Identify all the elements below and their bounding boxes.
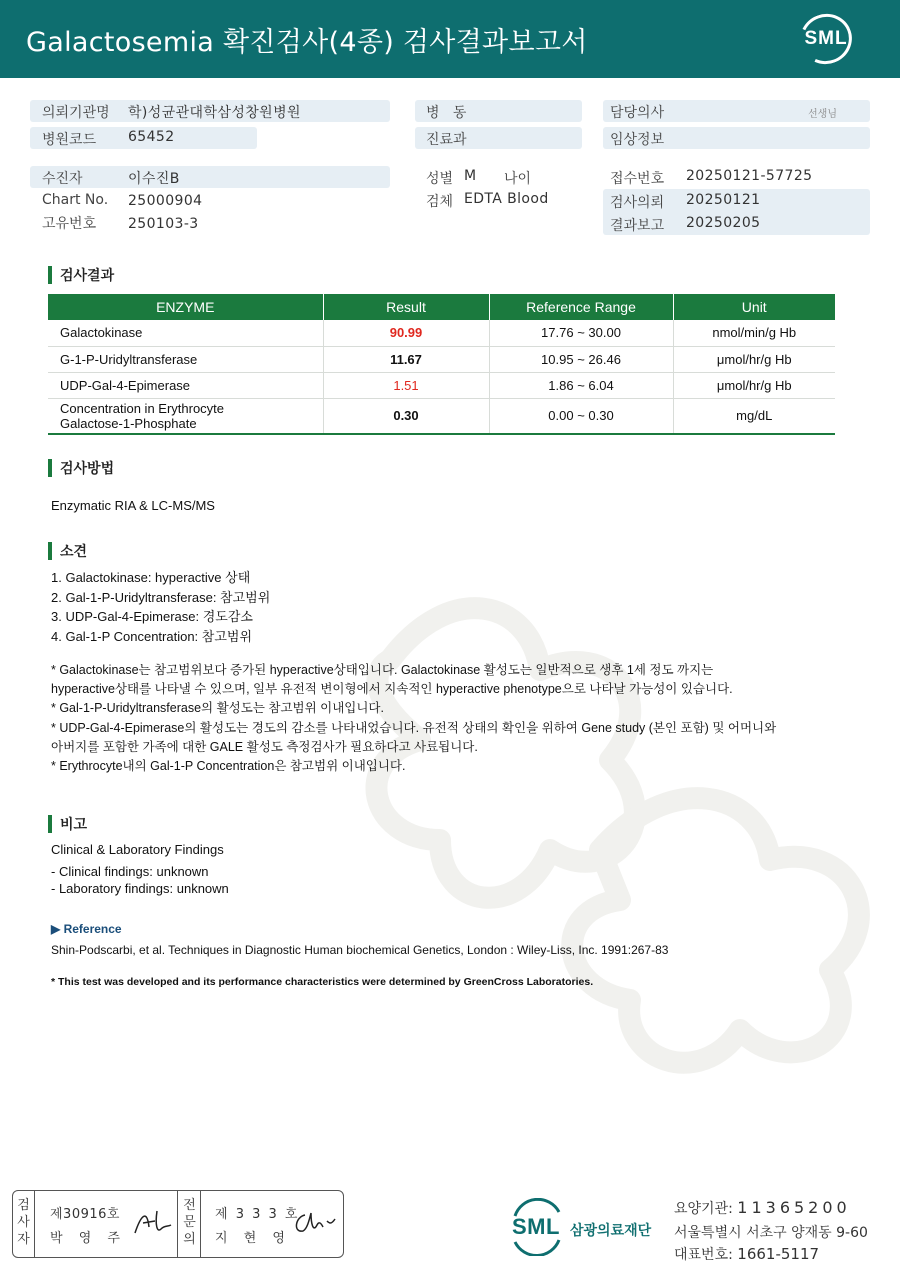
specialist-signature-icon <box>291 1207 337 1239</box>
reference-text: Shin-Podscarbi, et al. Techniques in Diagnostic Human biochemical Genetics, London : Wiley-Liss, Inc. 1991:267-83 <box>51 943 669 957</box>
notes-section-title: 비고 <box>48 815 87 833</box>
table-row <box>48 372 835 398</box>
remark-line: * UDP-Gal-4-Epimerase의 활성도는 경도의 감소를 나타내었습니다. 유전적 상태의 확인을 위하여 Gene study (본인 포함) 및 어머니와 <box>51 720 777 735</box>
specialist-license: 제 3 3 3 호 <box>215 1207 300 1222</box>
enzyme-line1: Concentration in Erythrocyte <box>60 400 225 416</box>
institution-label: 의뢰기관명 <box>42 105 110 121</box>
agency-label: 요양기관: <box>674 1201 733 1217</box>
vertical-char: 전 <box>183 1198 196 1213</box>
receipt-value: 20250121-57725 <box>686 168 813 184</box>
phone-label: 대표번호: <box>674 1247 733 1263</box>
vertical-char: 의 <box>183 1232 196 1247</box>
table-row <box>48 320 835 346</box>
method-text: Enzymatic RIA & LC-MS/MS <box>51 498 215 513</box>
remark-line: * Gal-1-P-Uridyltransferase의 활성도는 참고범위 이내입니다. <box>51 701 384 716</box>
findings-section-title: 소견 <box>48 542 87 560</box>
findings-remarks <box>51 661 851 776</box>
reference-label: ▶ Reference <box>51 922 122 936</box>
report-label: 결과보고 <box>610 218 665 234</box>
receipt-label: 접수번호 <box>610 171 665 187</box>
doctor-label: 담당의사 <box>610 105 665 121</box>
ward-label: 병 동 <box>426 105 467 121</box>
tester-name: 박 영 주 <box>50 1231 126 1246</box>
unique-value: 250103-3 <box>128 216 199 232</box>
sex-label: 성별 <box>426 171 454 187</box>
patient-label: 수진자 <box>42 171 83 187</box>
enzyme-cell: Galactokinase <box>48 320 323 346</box>
chart-label: Chart No. <box>42 192 109 208</box>
remark-line: * Erythrocyte내의 Gal-1-P Concentration은 참고범위 이내입니다. <box>51 759 406 774</box>
enzyme-line2: Galactose-1-Phosphate <box>60 415 197 431</box>
remark-line: hyperactive상태를 나타낼 수 있으며, 일부 유전적 변이형에서 지속적인 hyperactive phenotype으로 나타날 가능성이 있습니다. <box>51 682 733 697</box>
hospital-code-label: 병원코드 <box>42 132 97 148</box>
hospital-code-value: 65452 <box>128 129 175 145</box>
unit-cell: μmol/hr/g Hb <box>673 372 835 398</box>
clinical-info-label: 임상정보 <box>610 132 665 148</box>
specialist-name: 지 현 영 <box>215 1231 291 1246</box>
vertical-char: 문 <box>183 1215 196 1230</box>
notes-line: - Clinical findings: unknown <box>51 864 209 879</box>
list-item: 1. Galactokinase: hyperactive 상태 <box>51 570 251 585</box>
report-title: Galactosemia 확진검사(4종) 검사결과보고서 <box>26 27 588 58</box>
phone-number: 1661-5117 <box>737 1245 820 1263</box>
list-item: 4. Gal-1-P Concentration: 참고범위 <box>51 628 253 644</box>
enzyme-cell: UDP-Gal-4-Epimerase <box>48 372 323 398</box>
signature-block <box>12 1190 344 1258</box>
unique-label: 고유번호 <box>42 216 97 232</box>
unit-cell: nmol/min/g Hb <box>673 320 835 346</box>
range-cell: 1.86 ~ 6.04 <box>489 372 673 398</box>
chart-value: 25000904 <box>128 193 203 209</box>
watermark-logo <box>330 520 900 1080</box>
result-cell: 0.30 <box>323 398 489 434</box>
footer-phone <box>674 1244 819 1264</box>
table-row <box>48 346 835 372</box>
signature-divider <box>177 1191 178 1257</box>
specialist-vertical-label <box>179 1191 201 1257</box>
footer-logo-text: SML <box>512 1214 560 1239</box>
footer-address: 서울특별시 서초구 양재동 9-60 <box>674 1225 868 1241</box>
department-label: 진료과 <box>426 132 467 148</box>
enzyme-cell <box>48 398 323 434</box>
disclaimer-text: * This test was developed and its performance characteristics were determined by GreenCross Laboratories. <box>51 976 594 988</box>
tester-vertical-label <box>13 1191 35 1257</box>
patient-box <box>30 166 390 188</box>
col-result: Result <box>323 294 489 320</box>
request-label: 검사의뢰 <box>610 195 665 211</box>
table-row <box>48 398 835 434</box>
vertical-char: 사 <box>17 1215 30 1230</box>
tester-signature-icon <box>131 1205 175 1239</box>
range-cell: 10.95 ~ 26.46 <box>489 346 673 372</box>
method-section-title: 검사방법 <box>48 459 114 477</box>
list-item: 2. Gal-1-P-Uridyltransferase: 참고범위 <box>51 589 271 605</box>
notes-line: - Laboratory findings: unknown <box>51 881 229 896</box>
report-value: 20250205 <box>686 215 761 231</box>
col-unit: Unit <box>673 294 835 320</box>
unit-cell: μmol/hr/g Hb <box>673 346 835 372</box>
enzyme-cell: G-1-P-Uridyltransferase <box>48 346 323 372</box>
specimen-label: 검체 <box>426 194 454 210</box>
result-cell: 90.99 <box>323 320 489 346</box>
unit-cell: mg/dL <box>673 398 835 434</box>
result-cell: 1.51 <box>323 372 489 398</box>
institution-value: 학)성균관대학삼성창원병원 <box>128 105 301 121</box>
tester-license: 제30916호 <box>50 1207 120 1222</box>
agency-code: 11365200 <box>737 1198 851 1217</box>
remark-line: * Galactokinase는 참고범위보다 증가된 hyperactive상태입니다. Galactokinase 활성도는 일반적으로 생후 1세 정도 까지는 <box>51 663 714 677</box>
results-section-title: 검사결과 <box>48 266 114 284</box>
col-range: Reference Range <box>489 294 673 320</box>
sex-value: M <box>464 168 477 184</box>
vertical-char: 자 <box>17 1232 30 1247</box>
age-label: 나이 <box>504 171 532 187</box>
result-cell: 11.67 <box>323 346 489 372</box>
header-logo-text: SML <box>804 28 848 49</box>
findings-list <box>51 568 270 646</box>
footer-org-name: 삼광의료재단 <box>570 1223 652 1239</box>
vertical-char: 검 <box>17 1198 30 1213</box>
patient-value: 이수진B <box>128 171 180 187</box>
results-table <box>48 294 835 435</box>
col-enzyme: ENZYME <box>48 294 323 320</box>
notes-heading: Clinical & Laboratory Findings <box>51 842 224 857</box>
list-item: 3. UDP-Gal-4-Epimerase: 경도감소 <box>51 609 253 624</box>
report-header <box>0 0 900 78</box>
footer-agency <box>674 1198 851 1218</box>
remark-line: 아버지를 포함한 가족에 대한 GALE 활성도 측정검사가 필요하다고 사료됩니다. <box>51 739 478 754</box>
range-cell: 0.00 ~ 0.30 <box>489 398 673 434</box>
doctor-suffix: 선생님 <box>808 109 837 120</box>
request-value: 20250121 <box>686 192 761 208</box>
range-cell: 17.76 ~ 30.00 <box>489 320 673 346</box>
specimen-value: EDTA Blood <box>464 191 549 207</box>
